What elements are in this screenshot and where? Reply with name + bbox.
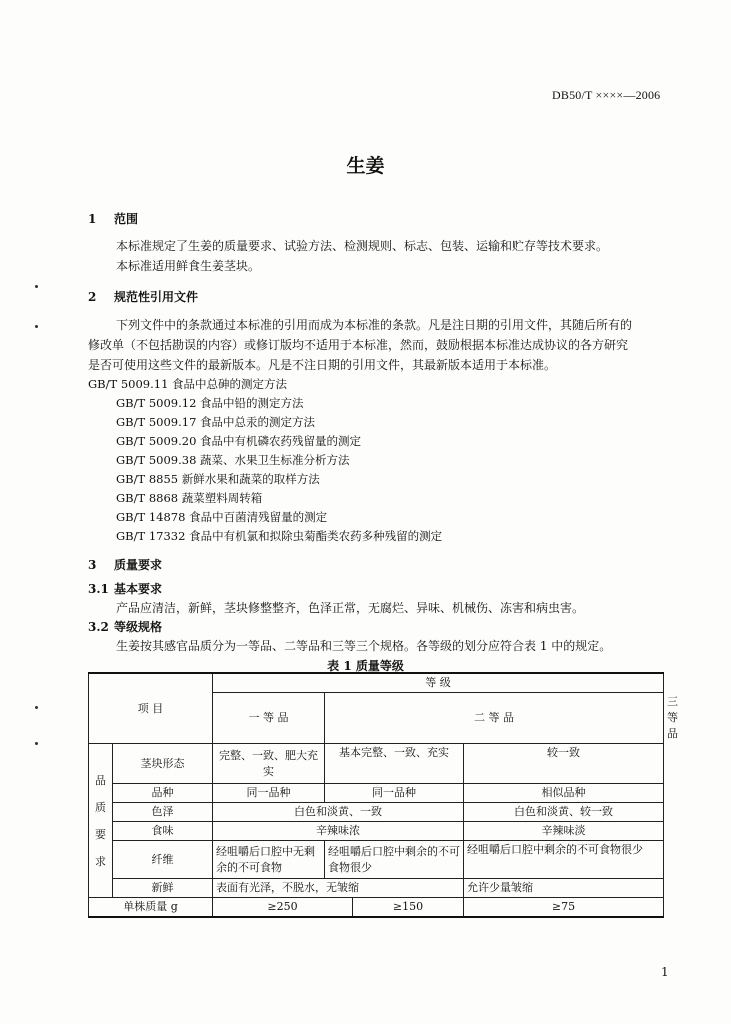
cell-weight-grade-3: ≥75 <box>464 898 664 918</box>
section-2-para-line-2: 修改单（不包括勘误的内容）或修订版均不适用于本标准，然而，鼓励根据本标准达成协议的各方研究 <box>88 338 629 352</box>
section-3-1-para: 产品应清洁，新鲜，茎块修整整齐，色泽正常，无腐烂、异味、机械伤、冻害和病虫害。 <box>116 601 585 615</box>
cell-color-grade-3: 白色和淡黄、较一致 <box>464 803 664 822</box>
reference-item: GB/T 8868 蔬菜塑料周转箱 <box>116 491 263 505</box>
table-header-grade-2: 二 等 品 <box>325 693 664 744</box>
section-3-number: 3 <box>88 558 97 572</box>
section-3-1-title: 基本要求 <box>114 582 163 596</box>
cell-shape-grade-1: 完整、一致、肥大充实 <box>213 744 325 784</box>
row-label-fiber: 纤维 <box>113 841 213 879</box>
cell-variety-grade-2: 同一品种 <box>325 784 464 803</box>
cell-fresh-grade-3: 允许少量皱缩 <box>464 879 664 898</box>
table-header-grade-1: 一 等 品 <box>213 693 325 744</box>
section-3-heading <box>88 556 162 573</box>
scan-dot <box>35 742 38 745</box>
row-label-fresh: 新鲜 <box>113 879 213 898</box>
cell-taste-grade-3: 辛辣味淡 <box>464 822 664 841</box>
cell-fresh-grade-1-2: 表面有光泽，不脱水，无皱缩 <box>213 879 464 898</box>
row-label-color: 色泽 <box>113 803 213 822</box>
cell-variety-grade-3: 相似品种 <box>464 784 664 803</box>
section-3-1-number: 3.1 <box>88 582 109 596</box>
cell-taste-grade-1-2: 辛辣味浓 <box>213 822 464 841</box>
section-2-para-line-1: 下列文件中的条款通过本标准的引用而成为本标准的条款。凡是注日期的引用文件，其随后所有的 <box>116 318 633 332</box>
reference-item: GB/T 8855 新鲜水果和蔬菜的取样方法 <box>116 472 320 486</box>
reference-item: GB/T 5009.20 食品中有机磷农药残留量的测定 <box>116 434 362 448</box>
section-2-heading <box>88 288 198 305</box>
section-2-number: 2 <box>88 290 97 304</box>
scan-dot <box>35 285 38 288</box>
cell-weight-grade-1: ≥250 <box>213 898 353 918</box>
page-title: 生姜 <box>346 155 385 177</box>
cell-fiber-grade-2: 经咀嚼后口腔中剩余的不可食物很少 <box>325 841 464 879</box>
reference-item: GB/T 5009.17 食品中总汞的测定方法 <box>116 415 316 429</box>
section-3-2-number: 3.2 <box>88 620 109 634</box>
section-1-title: 范围 <box>114 212 139 226</box>
cell-shape-grade-2: 基本完整、一致、充实 <box>325 744 464 784</box>
quality-grade-table: 项 目 等 级 一 等 品 二 等 品 三 等 品 品 质 要 求 茎块形态 完整、一致、肥大充实 基本完整、一致、充实 较一致 品种 同一品种 同一品种 相似品种 色泽 白色和淡黄、一致 白色和淡黄、较一致 食味 辛辣味浓 辛辣味淡 纤维 经咀嚼后口腔中无剩余的不可食物 经咀嚼后口腔中剩余的不可食物很少 经咀嚼后口腔中剩余的不可食物很少 新鲜 表面有光泽，不脱水，无皱缩 允许少量皱缩 单株质量 g ≥250 ≥150 ≥75 <box>88 672 664 918</box>
reference-item: GB/T 17332 食品中有机氯和拟除虫菊酯类农药多种残留的测定 <box>116 529 443 543</box>
section-1-para-2: 本标准适用鲜食生姜茎块。 <box>116 259 261 273</box>
section-1-number: 1 <box>88 212 97 226</box>
scan-dot <box>35 325 38 328</box>
cell-fiber-grade-3: 经咀嚼后口腔中剩余的不可食物很少 <box>464 841 664 879</box>
section-3-2-title: 等级规格 <box>114 620 163 634</box>
table-caption: 表 1 质量等级 <box>327 659 404 673</box>
cell-color-grade-1-2: 白色和淡黄、一致 <box>213 803 464 822</box>
section-2-para-line-3: 是否可使用这些文件的最新版本。凡是不注日期的引用文件，其最新版本适用于本标准。 <box>88 358 557 372</box>
section-3-title: 质量要求 <box>114 558 163 572</box>
page-number: 1 <box>661 965 669 979</box>
section-1-para-1: 本标准规定了生姜的质量要求、试验方法、检测规则、标志、包装、运输和贮存等技术要求。 <box>116 239 609 253</box>
section-1-heading <box>88 210 138 227</box>
section-2-title: 规范性引用文件 <box>114 290 199 304</box>
reference-item: GB/T 5009.11 食品中总砷的测定方法 <box>88 377 288 391</box>
table-header-item: 项 目 <box>89 673 213 744</box>
row-label-weight: 单株质量 g <box>89 898 213 918</box>
cell-fiber-grade-1: 经咀嚼后口腔中无剩余的不可食物 <box>213 841 325 879</box>
section-3-2-heading <box>88 618 162 635</box>
table-header-grade: 等 级 <box>213 673 664 693</box>
reference-item: GB/T 5009.38 蔬菜、水果卫生标准分析方法 <box>116 453 350 467</box>
quality-req-char: 质 <box>95 800 106 814</box>
section-3-1-heading <box>88 580 162 597</box>
cell-shape-grade-3: 较一致 <box>464 744 664 784</box>
row-label-shape: 茎块形态 <box>113 744 213 784</box>
quality-requirement-label <box>89 744 113 898</box>
reference-item: GB/T 14878 食品中百菌清残留量的测定 <box>116 510 328 524</box>
quality-req-char: 求 <box>95 854 106 868</box>
reference-item: GB/T 5009.12 食品中铅的测定方法 <box>116 396 304 410</box>
doc-number: DB50/T ××××—2006 <box>552 88 661 102</box>
quality-req-char: 要 <box>95 827 106 841</box>
section-3-2-para: 生姜按其感官品质分为一等品、二等品和三等三个规格。各等级的划分应符合表 1 中的规定。 <box>116 639 612 653</box>
cell-weight-grade-2: ≥150 <box>353 898 464 918</box>
row-label-variety: 品种 <box>113 784 213 803</box>
quality-req-char: 品 <box>95 773 106 787</box>
cell-variety-grade-1: 同一品种 <box>213 784 325 803</box>
row-label-taste: 食味 <box>113 822 213 841</box>
scan-dot <box>35 706 38 709</box>
